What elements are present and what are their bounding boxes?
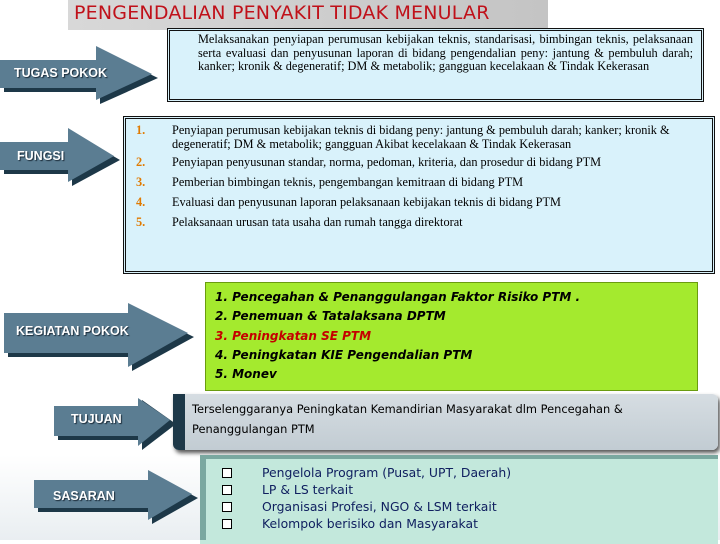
fungsi-item-number: 4. [136,195,146,209]
tujuan-label: TUJUAN [71,412,122,426]
kegiatan-pokok-label: KEGIATAN POKOK [16,324,129,338]
sasaran-item [200,464,718,481]
fungsi-item-text: Penyiapan perumusan kebijakan teknis di bidang peny: jantung & pembuluh darah; kanker; kronik & degeneratif; DM & metabolik; gangguan Akibat kecelakaan & Tindak Kekerasan [172,123,670,151]
fungsi-item [126,215,706,229]
fungsi-list [126,123,706,229]
kegiatan-item: 5. Monev [215,367,277,382]
kegiatan-item: 2. Penemuan & Tatalaksana DPTM [215,309,446,324]
tugas-pokok-label: TUGAS POKOK [14,66,108,80]
fungsi-item-number: 5. [136,215,146,229]
tujuan-box-band [173,394,185,450]
fungsi-item [126,155,706,169]
sasaran-item [200,515,718,532]
sasaran-list [200,464,718,532]
fungsi-item-text: Penyiapan penyusunan standar, norma, pedoman, kriteria, dan prosedur di bidang PTM [172,155,602,169]
checkbox-bullet-icon [222,468,232,478]
sasaran-label: SASARAN [53,489,115,503]
sasaran-item-text: LP & LS terkait [262,482,354,497]
fungsi-item-number: 3. [136,175,146,189]
fungsi-item [126,195,706,209]
fungsi-box [123,116,715,274]
fungsi-item [126,175,706,189]
fungsi-item-text: Pemberian bimbingan teknis, pengembangan kemitraan di bidang PTM [172,175,524,189]
checkbox-bullet-icon [222,519,232,529]
fungsi-item [126,123,706,151]
checkbox-bullet-icon [222,502,232,512]
sasaran-item [200,481,718,498]
kegiatan-item: 4. Peningkatan KIE Pengendalian PTM [215,347,473,362]
tugas-pokok-text: Melaksanakan penyiapan perumusan kebijakan teknis, standarisasi, bimbingan teknis, pelaksanaan serta evaluasi dan penyusunan laporan di bidang pengendalian peny: jantung & pembuluh darah; kanker; kronik & degeneratif; DM & metabolik; gangguan kecelakaan & Tindak Kekerasan [198,32,693,73]
kegiatan-pokok-box [205,282,698,391]
fungsi-item-number: 1. [136,123,146,137]
tugas-pokok-box [167,28,704,102]
page-title: PENGENDALIAN PENYAKIT TIDAK MENULAR [74,2,490,24]
fungsi-item-text: Evaluasi dan penyusunan laporan pelaksanaan kebijakan teknis di bidang PTM [172,195,561,209]
checkbox-bullet-icon [222,485,232,495]
sasaran-item-text: Pengelola Program (Pusat, UPT, Daerah) [262,465,512,480]
kegiatan-pokok-arrow [0,303,198,375]
sasaran-item-text: Kelompok berisiko dan Masyarakat [262,516,478,531]
sasaran-box [200,455,718,544]
kegiatan-item: 3. Peningkatan SE PTM [215,328,372,343]
fungsi-label: FUNGSI [17,149,65,163]
tujuan-text: Terselenggaranya Peningkatan Kemandirian Masyarakat dlm Pencegahan & Penanggulangan PTM [192,402,623,436]
fungsi-item-text: Pelaksanaan urusan tata usaha dan rumah tangga direktorat [172,215,463,229]
kegiatan-item: 1. Pencegahan & Penanggulangan Faktor Risiko PTM . [215,290,581,304]
sasaran-box-band [200,455,206,540]
sasaran-item [200,498,718,515]
fungsi-item-number: 2. [136,155,146,169]
sasaran-item-text: Organisasi Profesi, NGO & LSM terkait [262,499,497,514]
